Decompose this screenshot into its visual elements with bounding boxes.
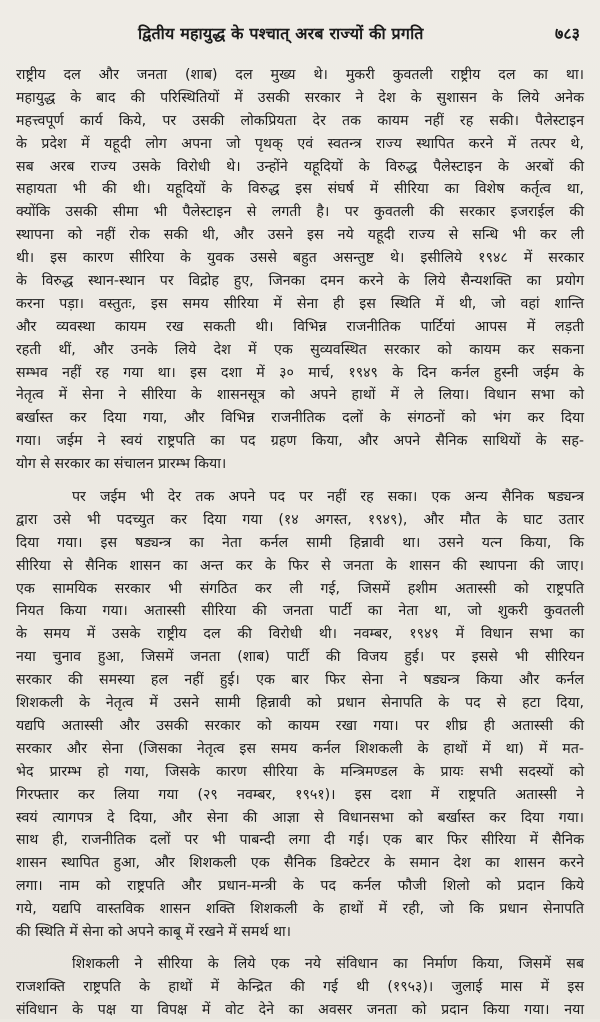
text-line: और व्यवस्था कायम रख सकती थी। विभिन्न राजनीतिक पार्टियां आपस में लड़ती xyxy=(16,318,584,335)
text-line: गया। जईम ने स्वयं राष्ट्रपति का पद ग्रहण किया, और अपने सैनिक साथियों के सह- xyxy=(16,433,584,450)
text-line: बर्खास्त कर दिया गया, और विभिन्न राजनीतिक दलों के संगठनों को भंग कर दिया xyxy=(16,410,584,427)
text-line: नया चुनाव हुआ, जिसमें जनता (शाब) पार्टी की विजय हुई। पर इससे भी सीरियन xyxy=(16,649,584,666)
text-line: रहती थीं, और उनके लिये देश में एक सुव्यवस्थित सरकार को कायम कर सकना xyxy=(16,341,584,358)
text-line: पर जईम भी देर तक अपने पद पर नहीं रह सका। एक अन्य सैनिक षड्यन्त्र xyxy=(72,489,584,506)
text-line: स्वयं त्यागपत्र दे दिया, और सेना की आज्ञा से विधानसभा को बर्खास्त कर दिया गया। xyxy=(16,809,584,826)
text-line: की स्थिति में सेना को अपने काबू में रखने में समर्थ था। xyxy=(16,923,292,940)
text-line: सब अरब राज्य उसके विरोधी थे। उन्होंने यहूदियों के विरुद्ध पैलेस्टाइन के अरबों की xyxy=(16,158,584,175)
text-line: स्थापना को नहीं रोक सकी थी, और उसने इस नये यहूदी राज्य से सन्धि भी कर ली xyxy=(16,227,584,244)
text-line: योग से सरकार का संचालन प्रारम्भ किया। xyxy=(16,456,227,473)
text-line: लगा। नाम को राष्ट्रपति और प्रधान-मन्त्री के पद कर्नल फौजी शिलो को प्रदान किये xyxy=(16,878,584,895)
text-line: गये, यद्यपि वास्तविक शासन शक्ति शिशकली के हाथों में रही, जो कि प्रधान सेनापति xyxy=(16,901,584,918)
paragraph-3 xyxy=(16,953,584,1022)
running-title: द्वितीय महायुद्ध के पश्चात् अरब राज्यों की प्रगति xyxy=(138,24,424,43)
text-line: एक सामयिक सरकार भी संगठित कर ली गई, जिसमें हशीम अतास्सी को राष्ट्रपति xyxy=(16,580,584,597)
text-line: राजशक्ति राष्ट्रपति के हाथों में केन्द्रित की गई थी (१९५३)। जुलाई मास में इस xyxy=(16,978,584,995)
text-line: महायुद्ध के बाद की परिस्थितियों में उसकी सरकार ने देश के सुशासन के लिये अनेक xyxy=(16,89,584,106)
text-line: सहायता भी की थी। यहूदियों के विरुद्ध इस संघर्ष में सीरिया का विशेष कर्तृत्व था, xyxy=(16,181,584,198)
text-line: नियत किया गया। अतास्सी सीरिया की जनता पार्टी का नेता था, जो शुकरी कुवतली xyxy=(16,603,584,620)
page-number: ७८३ xyxy=(555,24,580,43)
text-line: दिया गया। इस षड्यन्त्र का नेता कर्नल सामी हिन्नावी था। उसने यत्न किया, कि xyxy=(16,534,584,551)
text-line: सरकार और सेना (जिसका नेतृत्व इस समय कर्नल शिशकली के हाथों में था) में मत- xyxy=(16,740,584,757)
text-line: यद्यपि अतास्सी और उसकी सरकार को कायम रखा गया। पर शीघ्र ही अतास्सी की xyxy=(16,717,584,734)
text-line: महत्त्वपूर्ण कार्य किये, पर उसकी लोकप्रियता देर तक कायम नहीं रह सकी। पैलेस्टाइन xyxy=(16,112,584,129)
text-line: साथ ही, राजनीतिक दलों पर भी पाबन्दी लगा दी गई। एक बार फिर सीरिया में सैनिक xyxy=(16,832,584,849)
text-line: भेद प्रारम्भ हो गया, जिसके कारण सीरिया के मन्त्रिमण्डल के प्रायः सभी सदस्यों को xyxy=(16,763,584,780)
text-line: सरकार की समस्या हल नहीं हुई। एक बार फिर सेना ने षड्यन्त्र किया और कर्नल xyxy=(16,672,584,689)
text-line: द्वारा उसे भी पदच्युत कर दिया गया (१४ अगस्त, १९४९), और मौत के घाट उतार xyxy=(16,511,584,528)
text-line: के समय में उसके राष्ट्रीय दल की विरोधी थी। नवम्बर, १९४९ में विधान सभा का xyxy=(16,626,584,643)
text-line: करना पड़ा। वस्तुतः, इस समय सीरिया में सेना ही इस स्थिति में थी, जो वहां शान्ति xyxy=(16,295,584,312)
text-line: शासन स्थापित हुआ, और शिशकली एक सैनिक डिक्टेटर के समान देश का शासन करने xyxy=(16,855,584,872)
text-line: क्योंकि उसकी सीमा भी पैलेस्टाइन से लगती है। पर कुवतली की सरकार इजराईल की xyxy=(16,204,584,221)
text-line: नेतृत्व में सेना ने सीरिया के शासनसूत्र को अपने हाथों में ले लिया। विधान सभा को xyxy=(16,387,584,404)
page-header xyxy=(18,22,588,48)
paragraph-2 xyxy=(16,486,584,944)
paragraph-1 xyxy=(16,64,584,476)
text-line: थी। इस कारण सीरिया के युवक उससे बहुत असन्तुष्ट थे। इसीलिये १९४८ में सरकार xyxy=(16,250,584,267)
text-line: गिरफ्तार कर लिया गया (२९ नवम्बर, १९५१)। इस दशा में राष्ट्रपति अतास्सी ने xyxy=(16,786,584,803)
text-line: सम्भव नहीं रह गया था। इस दशा में ३० मार्च, १९४९ के दिन कर्नल हुस्नी जईम के xyxy=(16,364,584,381)
text-line: के प्रदेश में यहूदी लोग अपना जो पृथक् एवं स्वतन्त्र राज्य स्थापित करने में तत्पर थे, xyxy=(16,135,584,152)
text-line: शिशकली के नेतृत्व में उसने सामी हिन्नावी को प्रधान सेनापति के पद से हटा दिया, xyxy=(16,695,584,712)
text-line: राष्ट्रीय दल और जनता (शाब) दल मुख्य थे। मुकरी कुवतली राष्ट्रीय दल का था। xyxy=(16,67,584,83)
text-line: सीरिया से सैनिक शासन का अन्त कर के फिर से जनता के शासन की स्थापना की जाए। xyxy=(16,557,584,574)
text-line: शिशकली ने सीरिया के लिये एक नये संविधान का निर्माण किया, जिसमें सब xyxy=(72,955,584,972)
text-line: के विरुद्ध स्थान-स्थान पर विद्रोह हुए, जिनका दमन करने के लिये सैन्यशक्ति का प्रयोग xyxy=(16,273,584,290)
text-line: संविधान के पक्ष या विपक्ष में वोट देने का अवसर जनता को प्रदान किया गया। नया xyxy=(16,1001,584,1018)
body-text xyxy=(16,64,584,1022)
